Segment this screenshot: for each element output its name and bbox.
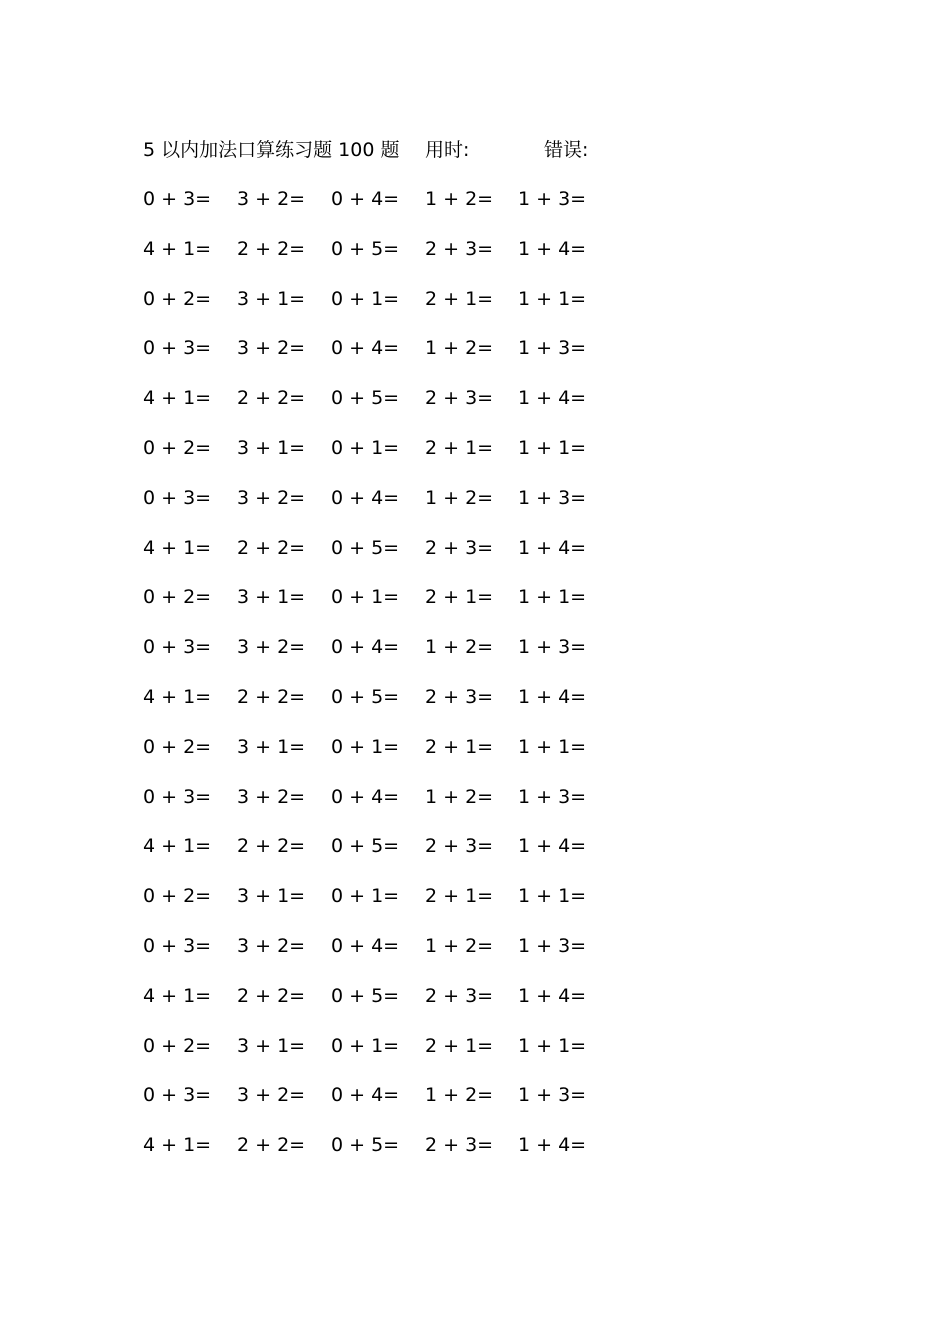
problem-row xyxy=(143,633,613,683)
problem-row xyxy=(143,334,613,384)
error-count-label: 错误: xyxy=(544,139,589,161)
problem-item: 2 + 3= xyxy=(425,237,494,260)
problem-item: 0 + 1= xyxy=(331,1034,400,1057)
problem-item: 4 + 1= xyxy=(143,984,212,1007)
problem-item: 0 + 4= xyxy=(331,636,400,659)
problem-item: 3 + 2= xyxy=(237,785,306,808)
problem-item: 2 + 3= xyxy=(425,685,494,708)
problem-item: 1 + 2= xyxy=(425,636,494,659)
problem-row xyxy=(143,434,613,484)
problem-item: 3 + 2= xyxy=(237,934,306,957)
problem-row xyxy=(143,683,613,733)
problem-item: 2 + 3= xyxy=(425,536,494,559)
problem-item: 1 + 4= xyxy=(518,1134,587,1157)
problem-item: 3 + 1= xyxy=(237,586,306,609)
problem-item: 0 + 5= xyxy=(331,984,400,1007)
problem-row xyxy=(143,484,613,534)
problem-item: 0 + 2= xyxy=(143,586,212,609)
problem-item: 1 + 1= xyxy=(518,287,587,310)
problem-row xyxy=(143,1081,613,1131)
problem-item: 0 + 5= xyxy=(331,237,400,260)
problem-row xyxy=(143,384,613,434)
problem-item: 2 + 1= xyxy=(425,735,494,758)
problem-item: 0 + 1= xyxy=(331,586,400,609)
problem-row xyxy=(143,783,613,833)
problem-item: 1 + 2= xyxy=(425,188,494,210)
problem-item: 4 + 1= xyxy=(143,685,212,708)
problem-item: 1 + 4= xyxy=(518,536,587,559)
problem-item: 2 + 2= xyxy=(237,536,306,559)
problem-item: 3 + 2= xyxy=(237,188,306,210)
problem-item: 3 + 2= xyxy=(237,636,306,659)
problem-row xyxy=(143,583,613,633)
problem-item: 2 + 2= xyxy=(237,1134,306,1157)
problem-item: 1 + 4= xyxy=(518,685,587,708)
problem-item: 4 + 1= xyxy=(143,1134,212,1157)
problem-row xyxy=(143,235,613,285)
problem-item: 0 + 5= xyxy=(331,536,400,559)
problem-item: 1 + 4= xyxy=(518,984,587,1007)
problem-item: 3 + 2= xyxy=(237,486,306,509)
problem-item: 1 + 1= xyxy=(518,735,587,758)
problem-item: 1 + 2= xyxy=(425,486,494,509)
problem-item: 0 + 4= xyxy=(331,934,400,957)
problem-item: 4 + 1= xyxy=(143,387,212,410)
problem-row xyxy=(143,733,613,783)
problem-item: 1 + 4= xyxy=(518,835,587,858)
problem-item: 0 + 3= xyxy=(143,337,212,360)
problem-item: 2 + 3= xyxy=(425,1134,494,1157)
problem-item: 3 + 1= xyxy=(237,885,306,908)
problem-item: 2 + 2= xyxy=(237,984,306,1007)
problem-item: 0 + 2= xyxy=(143,885,212,908)
problem-row xyxy=(143,534,613,584)
problem-item: 1 + 3= xyxy=(518,1084,587,1107)
problem-item: 1 + 3= xyxy=(518,636,587,659)
problem-item: 0 + 3= xyxy=(143,636,212,659)
problem-item: 2 + 2= xyxy=(237,237,306,260)
problem-item: 1 + 2= xyxy=(425,337,494,360)
problem-grid xyxy=(143,185,613,1181)
problem-item: 0 + 3= xyxy=(143,1084,212,1107)
problem-item: 0 + 4= xyxy=(331,188,400,210)
problem-row xyxy=(143,185,613,235)
problem-item: 2 + 3= xyxy=(425,835,494,858)
problem-item: 1 + 3= xyxy=(518,188,587,210)
problem-item: 3 + 1= xyxy=(237,287,306,310)
problem-item: 1 + 3= xyxy=(518,785,587,808)
problem-item: 3 + 2= xyxy=(237,1084,306,1107)
problem-item: 1 + 3= xyxy=(518,486,587,509)
problem-row xyxy=(143,1131,613,1181)
problem-item: 0 + 1= xyxy=(331,885,400,908)
problem-item: 1 + 4= xyxy=(518,387,587,410)
problem-row xyxy=(143,932,613,982)
problem-item: 3 + 2= xyxy=(237,337,306,360)
problem-item: 1 + 4= xyxy=(518,237,587,260)
worksheet-header xyxy=(143,136,663,164)
problem-item: 0 + 5= xyxy=(331,835,400,858)
problem-item: 0 + 4= xyxy=(331,486,400,509)
problem-item: 1 + 3= xyxy=(518,934,587,957)
problem-item: 1 + 2= xyxy=(425,934,494,957)
problem-item: 1 + 1= xyxy=(518,1034,587,1057)
problem-item: 0 + 2= xyxy=(143,1034,212,1057)
problem-item: 0 + 4= xyxy=(331,1084,400,1107)
problem-item: 2 + 1= xyxy=(425,1034,494,1057)
problem-item: 0 + 2= xyxy=(143,287,212,310)
problem-item: 3 + 1= xyxy=(237,1034,306,1057)
problem-row xyxy=(143,832,613,882)
problem-item: 4 + 1= xyxy=(143,237,212,260)
problem-item: 0 + 5= xyxy=(331,685,400,708)
problem-item: 1 + 1= xyxy=(518,436,587,459)
problem-item: 4 + 1= xyxy=(143,536,212,559)
problem-item: 2 + 1= xyxy=(425,287,494,310)
problem-item: 0 + 2= xyxy=(143,735,212,758)
problem-item: 0 + 5= xyxy=(331,387,400,410)
problem-item: 1 + 2= xyxy=(425,785,494,808)
problem-item: 2 + 1= xyxy=(425,586,494,609)
problem-item: 2 + 2= xyxy=(237,835,306,858)
problem-item: 0 + 3= xyxy=(143,188,212,210)
problem-item: 0 + 3= xyxy=(143,934,212,957)
problem-row xyxy=(143,882,613,932)
problem-item: 0 + 3= xyxy=(143,785,212,808)
problem-item: 0 + 2= xyxy=(143,436,212,459)
problem-item: 0 + 1= xyxy=(331,735,400,758)
problem-item: 0 + 4= xyxy=(331,337,400,360)
problem-row xyxy=(143,285,613,335)
problem-item: 0 + 4= xyxy=(331,785,400,808)
problem-item: 1 + 1= xyxy=(518,586,587,609)
problem-item: 3 + 1= xyxy=(237,436,306,459)
problem-item: 0 + 3= xyxy=(143,486,212,509)
time-used-label: 用时: xyxy=(425,139,470,161)
problem-item: 2 + 2= xyxy=(237,685,306,708)
problem-item: 1 + 2= xyxy=(425,1084,494,1107)
problem-row xyxy=(143,982,613,1032)
worksheet-title: 5 以内加法口算练习题 100 题 xyxy=(143,139,400,161)
problem-row xyxy=(143,1032,613,1082)
problem-item: 0 + 5= xyxy=(331,1134,400,1157)
problem-item: 4 + 1= xyxy=(143,835,212,858)
problem-item: 2 + 1= xyxy=(425,885,494,908)
problem-item: 3 + 1= xyxy=(237,735,306,758)
problem-item: 2 + 2= xyxy=(237,387,306,410)
problem-item: 2 + 3= xyxy=(425,387,494,410)
problem-item: 1 + 1= xyxy=(518,885,587,908)
problem-item: 0 + 1= xyxy=(331,287,400,310)
problem-item: 0 + 1= xyxy=(331,436,400,459)
problem-item: 2 + 1= xyxy=(425,436,494,459)
problem-item: 2 + 3= xyxy=(425,984,494,1007)
problem-item: 1 + 3= xyxy=(518,337,587,360)
